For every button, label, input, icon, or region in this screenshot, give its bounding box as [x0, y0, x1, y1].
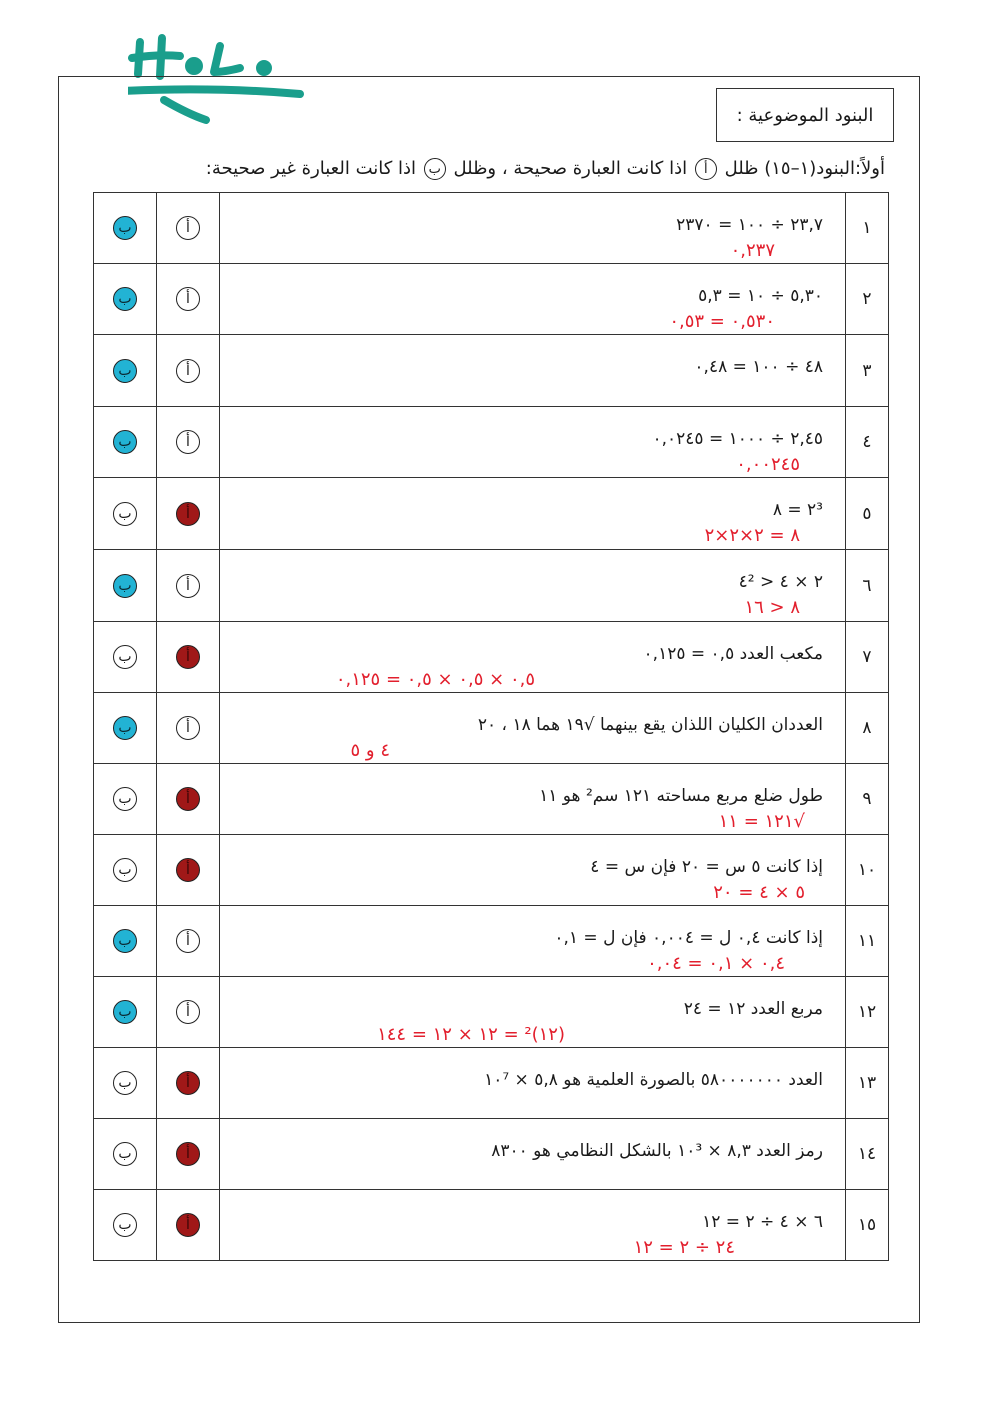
answer-bubble-true[interactable]: أ [176, 287, 200, 311]
table-row [94, 1190, 889, 1261]
table-row [94, 335, 889, 407]
answer-bubble-true[interactable]: أ [176, 216, 200, 240]
table-row [94, 835, 889, 906]
answer-bubble-false[interactable]: ب [113, 929, 137, 953]
item-number: ٨ [846, 693, 889, 764]
option-cell-b [94, 1048, 157, 1119]
items-table [93, 192, 889, 1261]
option-cell-a [156, 977, 219, 1048]
statement-text: ٢ × ٤ < ٤² [738, 572, 823, 592]
statement-text: ٤٨ ÷ ١٠٠ = ٠,٤٨ [694, 357, 823, 377]
statement-text: ٥,٣٠ ÷ ١٠ = ٥,٣ [698, 286, 823, 306]
answer-bubble-true[interactable]: أ [176, 1000, 200, 1024]
statement-cell [219, 335, 845, 407]
item-number: ١٥ [846, 1190, 889, 1261]
table-row [94, 906, 889, 977]
option-cell-b [94, 693, 157, 764]
handwritten-correction: ٨ = ٢×٢×٢ [704, 525, 800, 546]
statement-cell [219, 1119, 845, 1190]
statement-cell [219, 693, 845, 764]
answer-bubble-true[interactable]: أ [176, 1213, 200, 1237]
option-cell-b [94, 335, 157, 407]
statement-text: إذا كانت ٠,٤ ل = ٠,٠٠٤ فإن ل = ٠,١ [554, 928, 823, 948]
option-cell-a [156, 407, 219, 478]
instructions-suffix: اذا كانت العبارة غير صحيحة: [205, 158, 417, 179]
answer-bubble-true[interactable]: أ [176, 1071, 200, 1095]
answer-bubble-true[interactable]: أ [176, 359, 200, 383]
handwritten-correction: ٠,٢٣٧ [730, 240, 775, 261]
statement-cell [219, 550, 845, 622]
table-row [94, 693, 889, 764]
option-cell-b [94, 264, 157, 335]
handwritten-correction: ٠,٥ × ٠,٥ × ٠,٥ = ٠,١٢٥ [335, 669, 535, 690]
option-cell-b [94, 1119, 157, 1190]
option-cell-a [156, 193, 219, 264]
statement-cell [219, 1190, 845, 1261]
answer-bubble-true[interactable]: أ [176, 645, 200, 669]
handwritten-correction: ٠,٤ × ٠,١ = ٠,٠٤ [647, 953, 785, 974]
instructions-prefix: أولاً:البنود(١–١٥) ظلل [724, 158, 885, 179]
handwritten-correction: ٤ و ٥ [350, 740, 390, 761]
answer-bubble-false[interactable]: ب [113, 1071, 137, 1095]
option-cell-b [94, 193, 157, 264]
option-cell-b [94, 478, 157, 550]
instructions [110, 158, 885, 188]
statement-text: العددان الكليان اللذان يقع بينهما √١٩ هما ١٨ ، ٢٠ [477, 715, 823, 735]
option-cell-a [156, 622, 219, 693]
option-cell-b [94, 835, 157, 906]
item-number: ٩ [846, 764, 889, 835]
table-row [94, 407, 889, 478]
table-row [94, 193, 889, 264]
statement-text: إذا كانت ٥ س = ٢٠ فإن س = ٤ [590, 857, 823, 877]
option-cell-b [94, 906, 157, 977]
item-number: ١ [846, 193, 889, 264]
item-number: ٢ [846, 264, 889, 335]
item-number: ٧ [846, 622, 889, 693]
statement-text: العدد ٥٨٠٠٠٠٠٠٠ بالصورة العلمية هو ٥,٨ × ١٠⁷ [484, 1070, 823, 1090]
table-row [94, 1048, 889, 1119]
answer-bubble-true[interactable]: أ [176, 787, 200, 811]
answer-bubble-false[interactable]: ب [113, 1213, 137, 1237]
option-cell-b [94, 764, 157, 835]
option-cell-a [156, 906, 219, 977]
instructions-mid: اذا كانت العبارة صحيحة ، وظلل [453, 158, 688, 179]
table-row [94, 764, 889, 835]
option-cell-a [156, 478, 219, 550]
answer-bubble-false[interactable]: ب [113, 645, 137, 669]
option-false-symbol: ب [424, 158, 446, 180]
answer-bubble-true[interactable]: أ [176, 716, 200, 740]
item-number: ١٠ [846, 835, 889, 906]
statement-cell [219, 622, 845, 693]
answer-bubble-false[interactable]: ب [113, 787, 137, 811]
handwritten-correction: ٠,٠٠٢٤٥ [736, 454, 800, 475]
table-row [94, 977, 889, 1048]
option-true-symbol: أ [695, 158, 717, 180]
statement-cell [219, 193, 845, 264]
statement-text: ٦ × ٤ ÷ ٢ = ١٢ [702, 1212, 823, 1232]
item-number: ٦ [846, 550, 889, 622]
handwritten-correction: (١٢)² = ١٢ × ١٢ = ١٤٤ [377, 1024, 565, 1045]
answer-bubble-false[interactable]: ب [113, 502, 137, 526]
option-cell-b [94, 977, 157, 1048]
answer-bubble-false[interactable]: ب [113, 430, 137, 454]
answer-bubble-false[interactable]: ب [113, 1142, 137, 1166]
table-row [94, 550, 889, 622]
option-cell-a [156, 693, 219, 764]
option-cell-b [94, 550, 157, 622]
statement-text: ٢٣,٧ ÷ ١٠٠ = ٢٣٧٠ [676, 215, 823, 235]
answer-bubble-true[interactable]: أ [176, 858, 200, 882]
option-cell-b [94, 407, 157, 478]
section-title: البنود الموضوعية : [716, 88, 894, 142]
statement-text: طول ضلع مربع مساحته ١٢١ سم² هو ١١ [539, 786, 823, 806]
answer-bubble-false[interactable]: ب [113, 1000, 137, 1024]
handwritten-correction: ٢٤ ÷ ٢ = ١٢ [633, 1237, 735, 1258]
handwritten-correction: √١٢١ = ١١ [718, 811, 805, 832]
item-number: ٣ [846, 335, 889, 407]
item-number: ١١ [846, 906, 889, 977]
handwritten-correction: ٥ × ٤ = ٢٠ [713, 882, 805, 903]
answer-bubble-true[interactable]: أ [176, 574, 200, 598]
option-cell-a [156, 1190, 219, 1261]
statement-cell [219, 764, 845, 835]
table-row [94, 264, 889, 335]
item-number: ١٣ [846, 1048, 889, 1119]
item-number: ٥ [846, 478, 889, 550]
table-row [94, 622, 889, 693]
option-cell-a [156, 835, 219, 906]
handwritten-correction: ٨ < ١٦ [744, 597, 800, 618]
option-cell-a [156, 550, 219, 622]
item-number: ٤ [846, 407, 889, 478]
answer-bubble-true[interactable]: أ [176, 1142, 200, 1166]
answer-bubble-false[interactable]: ب [113, 287, 137, 311]
answer-bubble-false[interactable]: ب [113, 574, 137, 598]
statement-text: مكعب العدد ٠,٥ = ٠,١٢٥ [643, 644, 823, 664]
table-row [94, 1119, 889, 1190]
option-cell-a [156, 264, 219, 335]
option-cell-a [156, 1048, 219, 1119]
answer-bubble-true[interactable]: أ [176, 929, 200, 953]
statement-text: رمز العدد ٨,٣ × ١٠³ بالشكل النظامي هو ٨٣٠٠ [491, 1141, 823, 1161]
statement-cell [219, 264, 845, 335]
answer-bubble-false[interactable]: ب [113, 716, 137, 740]
option-cell-b [94, 1190, 157, 1261]
statement-text: ٢,٤٥ ÷ ١٠٠٠ = ٠,٠٢٤٥ [652, 429, 823, 449]
item-number: ١٤ [846, 1119, 889, 1190]
answer-bubble-true[interactable]: أ [176, 502, 200, 526]
statement-cell [219, 1048, 845, 1119]
option-cell-a [156, 335, 219, 407]
item-number: ١٢ [846, 977, 889, 1048]
handwritten-correction: ٠,٥٣٠ = ٠,٥٣ [669, 311, 775, 332]
statement-cell [219, 478, 845, 550]
answer-bubble-false[interactable]: ب [113, 858, 137, 882]
statement-cell [219, 977, 845, 1048]
statement-text: مربع العدد ١٢ = ٢٤ [683, 999, 823, 1019]
option-cell-a [156, 1119, 219, 1190]
answer-bubble-false[interactable]: ب [113, 359, 137, 383]
option-cell-a [156, 764, 219, 835]
answer-bubble-false[interactable]: ب [113, 216, 137, 240]
answer-bubble-true[interactable]: أ [176, 430, 200, 454]
statement-cell [219, 906, 845, 977]
statement-cell [219, 835, 845, 906]
option-cell-b [94, 622, 157, 693]
table-row [94, 478, 889, 550]
statement-cell [219, 407, 845, 478]
statement-text: ٢³ = ٨ [772, 500, 823, 520]
